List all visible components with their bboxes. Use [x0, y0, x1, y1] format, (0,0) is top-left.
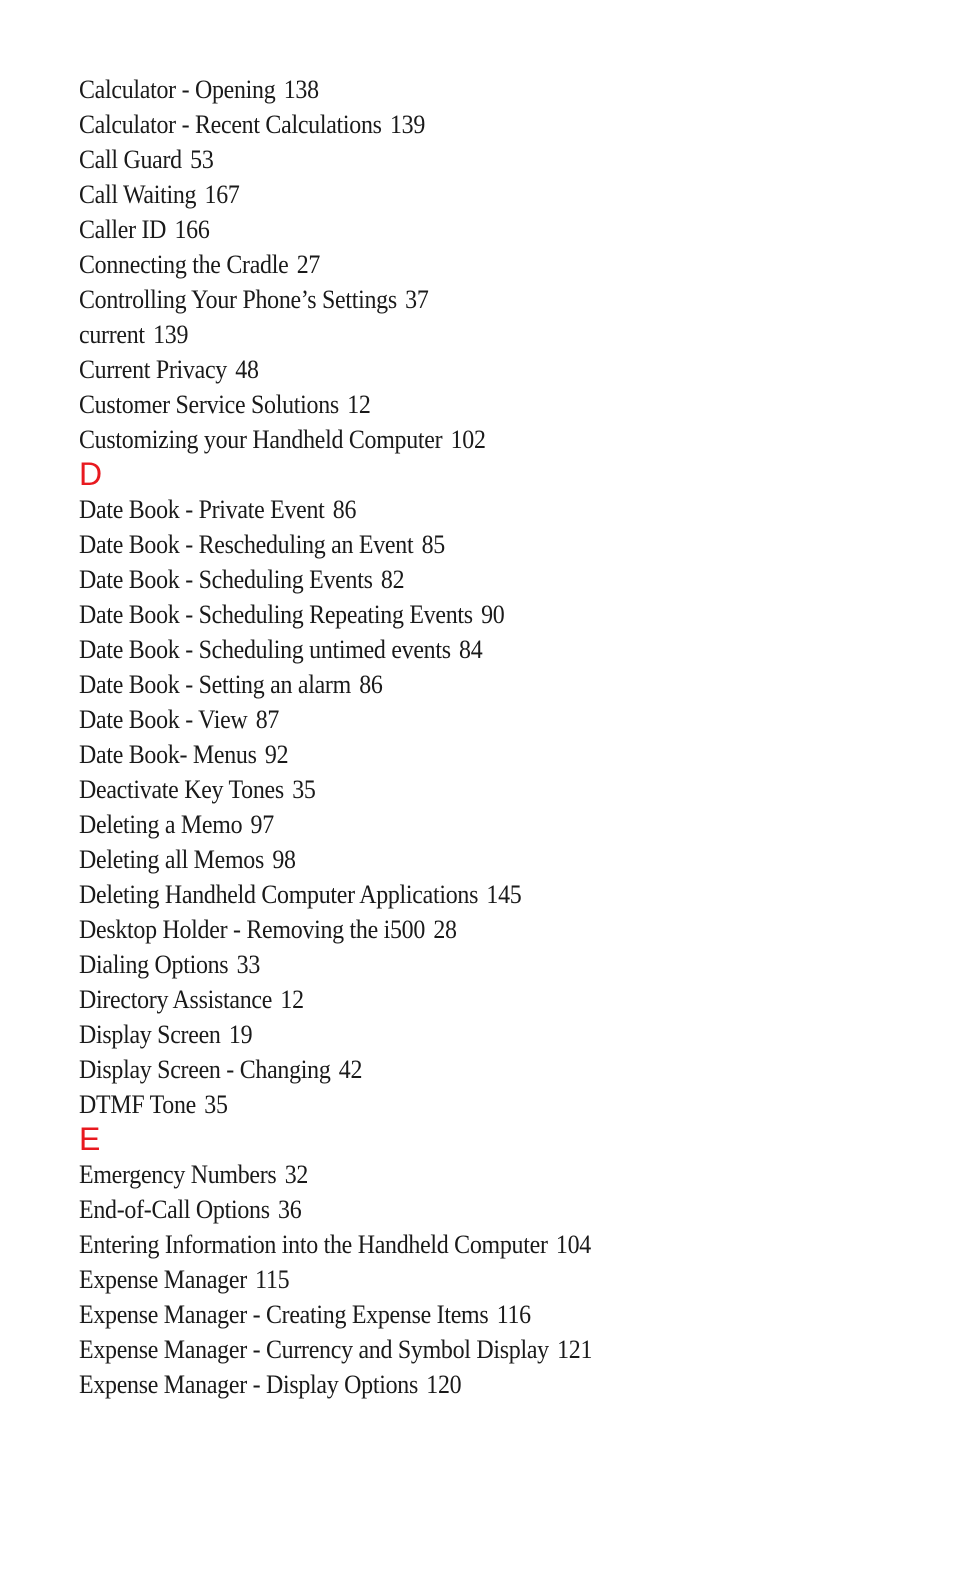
section-letter-heading: E	[79, 1121, 101, 1157]
index-entry	[79, 1017, 852, 1052]
entry-page: 19	[228, 1020, 253, 1049]
index-entry	[79, 422, 852, 457]
entry-term: Emergency Numbers	[79, 1160, 277, 1189]
entry-term: End-of-Call Options	[79, 1195, 270, 1224]
entry-page: 87	[255, 705, 280, 734]
index-entry	[79, 1087, 852, 1122]
entry-term: Deactivate Key Tones	[79, 775, 284, 804]
index-entry	[79, 772, 852, 807]
entry-page: 166	[174, 215, 210, 244]
entry-term: Calculator - Opening	[79, 75, 276, 104]
entry-term: Customizing your Handheld Computer	[79, 425, 443, 454]
index-entry	[79, 912, 852, 947]
index-section-c	[79, 72, 919, 457]
index-entry	[79, 1157, 852, 1192]
index-entry	[79, 212, 852, 247]
index-entry	[79, 877, 852, 912]
index-entry	[79, 982, 852, 1017]
index-entry	[79, 107, 852, 142]
index-page	[79, 72, 919, 1402]
entry-page: 85	[421, 530, 445, 559]
entry-term: Deleting Handheld Computer Applications	[79, 880, 479, 909]
entry-page: 102	[450, 425, 486, 454]
index-entry	[79, 177, 852, 212]
entry-page: 104	[555, 1230, 591, 1259]
entry-term: Date Book - Private Event	[79, 495, 325, 524]
index-entry	[79, 1332, 852, 1367]
entry-term: Expense Manager - Currency and Symbol Display	[79, 1335, 549, 1364]
index-entry	[79, 142, 852, 177]
entry-page: 12	[280, 985, 304, 1014]
entry-page: 115	[255, 1265, 290, 1294]
entry-page: 120	[426, 1370, 462, 1399]
entry-page: 98	[272, 845, 296, 874]
index-entry	[79, 1052, 852, 1087]
index-entry	[79, 1367, 852, 1402]
index-entry	[79, 562, 852, 597]
index-entry	[79, 842, 852, 877]
entry-page: 28	[433, 915, 457, 944]
entry-term: Date Book - Scheduling Events	[79, 565, 373, 594]
index-entry	[79, 947, 852, 982]
entry-page: 86	[332, 495, 357, 524]
entry-term: Connecting the Cradle	[79, 250, 289, 279]
index-entry	[79, 352, 852, 387]
entry-term: Calculator - Recent Calculations	[79, 110, 382, 139]
index-entry	[79, 667, 852, 702]
index-entry	[79, 282, 852, 317]
entry-term: Call Waiting	[79, 180, 197, 209]
index-entry	[79, 317, 852, 352]
entry-term: Date Book - View	[79, 705, 248, 734]
entry-term: Current Privacy	[79, 355, 227, 384]
entry-term: Controlling Your Phone’s Settings	[79, 285, 397, 314]
index-section-e	[79, 1122, 919, 1402]
index-section-d	[79, 457, 919, 1122]
entry-page: 92	[264, 740, 289, 769]
entry-term: Deleting all Memos	[79, 845, 265, 874]
entry-page: 139	[153, 320, 189, 349]
index-entry	[79, 597, 852, 632]
entry-page: 37	[405, 285, 429, 314]
entry-page: 138	[283, 75, 319, 104]
entry-page: 167	[204, 180, 240, 209]
entry-term: Date Book - Rescheduling an Event	[79, 530, 414, 559]
entry-page: 139	[389, 110, 426, 139]
index-entry	[79, 527, 852, 562]
entry-page: 35	[204, 1090, 228, 1119]
index-entry	[79, 807, 852, 842]
entry-term: Date Book- Menus	[79, 740, 257, 769]
entry-term: Call Guard	[79, 145, 182, 174]
entry-page: 82	[380, 565, 405, 594]
entry-page: 145	[486, 880, 522, 909]
entry-term: current	[79, 320, 145, 349]
index-entry	[79, 492, 852, 527]
entry-term: Expense Manager	[79, 1265, 247, 1294]
index-entry	[79, 1192, 852, 1227]
entry-term: Date Book - Setting an alarm	[79, 670, 351, 699]
entry-page: 53	[190, 145, 214, 174]
entry-term: Display Screen - Changing	[79, 1055, 331, 1084]
entry-page: 97	[250, 810, 274, 839]
entry-page: 116	[496, 1300, 531, 1329]
index-entry	[79, 1297, 852, 1332]
index-entry	[79, 737, 852, 772]
entry-page: 48	[235, 355, 259, 384]
entry-term: Dialing Options	[79, 950, 229, 979]
entry-page: 90	[481, 600, 505, 629]
entry-page: 32	[284, 1160, 309, 1189]
entry-page: 42	[338, 1055, 363, 1084]
index-entry	[79, 1227, 852, 1262]
index-entry	[79, 1262, 852, 1297]
entry-term: Deleting a Memo	[79, 810, 243, 839]
index-entry	[79, 632, 852, 667]
entry-term: Entering Information into the Handheld Computer	[79, 1230, 548, 1259]
index-entry	[79, 702, 852, 737]
entry-term: Expense Manager - Creating Expense Items	[79, 1300, 489, 1329]
entry-page: 27	[296, 250, 321, 279]
entry-term: Desktop Holder - Removing the i500	[79, 915, 426, 944]
entry-term: DTMF Tone	[79, 1090, 197, 1119]
entry-page: 33	[236, 950, 261, 979]
section-letter-heading: D	[79, 456, 103, 492]
entry-page: 84	[459, 635, 483, 664]
entry-term: Date Book - Scheduling untimed events	[79, 635, 451, 664]
entry-term: Display Screen	[79, 1020, 221, 1049]
index-entry	[79, 247, 852, 282]
entry-page: 12	[347, 390, 371, 419]
entry-term: Expense Manager - Display Options	[79, 1370, 418, 1399]
entry-term: Customer Service Solutions	[79, 390, 339, 419]
entry-term: Caller ID	[79, 215, 167, 244]
entry-page: 35	[292, 775, 316, 804]
index-entry	[79, 387, 852, 422]
entry-term: Directory Assistance	[79, 985, 273, 1014]
entry-page: 121	[557, 1335, 593, 1364]
index-entry	[79, 72, 852, 107]
entry-page: 36	[278, 1195, 302, 1224]
entry-term: Date Book - Scheduling Repeating Events	[79, 600, 473, 629]
entry-page: 86	[359, 670, 383, 699]
